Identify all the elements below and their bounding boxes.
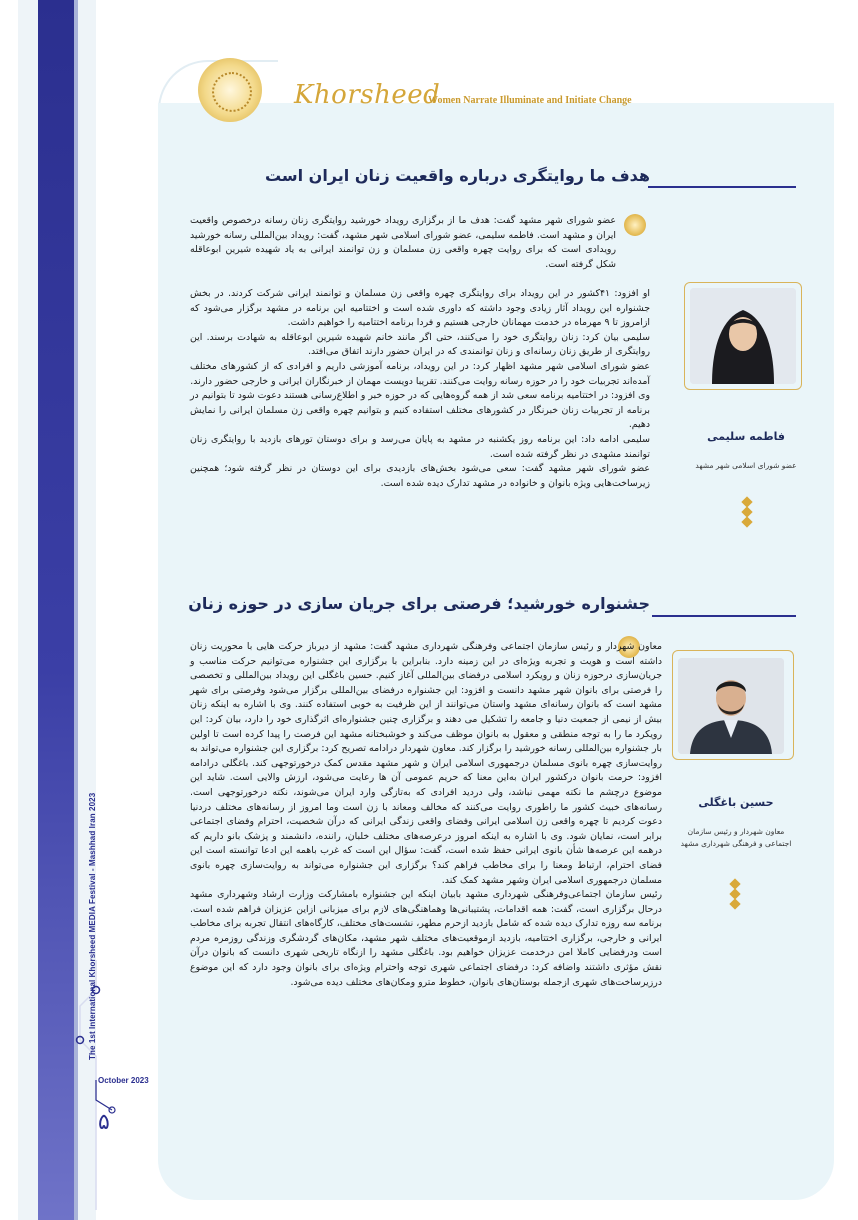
page-number: ۵ bbox=[98, 1110, 110, 1135]
profile1-gold-ornament-icon bbox=[740, 498, 754, 528]
profile1-name: فاطمه سلیمی bbox=[707, 430, 785, 443]
article2-paragraph: معاون شهردار و رئیس سازمان اجتماعی وفرهنگی شهرداری مشهد گفت: مشهد از دیرباز حرکت هایی با محوریت زنان داشته است و هویت و تجربه ویژه‌ای در این زمینه دارد. بنابراین با برگزاری این جشنواره می‌توانیم حرکت مناسب و جریان‌سازی درحوزه زنان و رویکرد اسلامی درفضای بین‌المللی آغاز کنیم. حسین باغگلی این رویداد بین‌المللی و تخصصی را فرصتی برای بانوان شهر مشهد دانست و افزود: این جشنواره درفضای بین‌المللی برگزار می‌شود وفرصتی برای شهر مشهد است که بانوان رسانه‌ای مشهد واستان می‌توانند از این ظرفیت به خوبی استفاده کنند. وی با اشاره به اینکه زنان بیش از نیمی از جمعیت دنیا و جامعه را تشکیل می دهند و برگزاری چنین جشنواره‌ای اثرگذاری خود را دارد، بیان کرد: این رویکرد ما را به توجه منطقی و معقول به بانوان موظف می‌کند و خوشبختانه مشهد این فرصت را پیدا کرده است تا اولین بار جشنواره بین‌المللی رسانه خورشید را برگزار کند. معاون شهردار درادامه تصریح کرد: برگزاری این جشنواره می‌تواند به روایت‌سازی چهره بانوی مسلمان درجمهوری اسلامی ایران و شهر مشهد مقدس کمک درخورتوجهی کند. باغگلی درادامه افزود: حرمت بانوان درکشور ایران به‌این معنا که حریم عمومی آن ها رعایت می‌شود، ارزش والایی است. شاید این موضوع درچشم ما نکته مهمی نباشد، ولی دردید افرادی که به‌تازگی وارد ایران می‌شوند، نکته درخورتوجهی است. رسانه‌های خبیث کشور ما راطوری روایت می‌کنند که مخالف ومعاند با زن است وما امروز از رسانه‌های مختلف دردنیا دعوت کردیم تا چهره واقعی زن اسلامی ایرانی وفضای واقعی زندگی ایرانی که درآن شخصیت، احترام وفضای اجتماعی برابر است، نمایان شود. وی با اشاره به اینکه امروز درعرصه‌های مختلف خلبان، راننده، دانشمند و پزشک بانو داریم که درهمه این عرصه‌ها شأن بانوی ایرانی حفظ شده است، گفت: سؤال این است که غرب باهمه این ادعا توانسته است این فضای احترام، ارتباط ومعنا را برای مخاطب فراهم کند؟ برگزاری این جشنواره می‌تواند به روایت‌سازی چهره بانوی مسلمان درجمهوری اسلامی ایران وشهر مشهد کمک کند. bbox=[190, 641, 662, 886]
festival-vertical-caption: The 1st International Khorsheed MEDIA Festival - Mashhad Iran 2023 bbox=[88, 792, 97, 1060]
profile2-role: معاون شهردار و رئیس سازمان اجتماعی و فرهنگی شهرداری مشهد bbox=[680, 827, 792, 848]
article2-paragraph: رئیس سازمان اجتماعی‌وفرهنگی شهرداری مشهد بابیان اینکه این جشنواره بامشارکت وزارت ارشاد وشهرداری مشهد درحال برگزاری است، گفت: همه اقدامات، پشتیبانی‌ها وهماهنگی‌های لازم برای میزبانی ازاین عزیزان فراهم شده است. برنامه سه روزه تدارک دیده شده که شامل بازدید ازحرم مطهر، نشست‌های مختلف، کارگاه‌های انتقال تجربه برای مخاطب ایرانی و خارجی، برگزاری اختتامیه، بازدید ازموقعیت‌های مختلف شهر مشهد، مکان‌های گردشگری وزندگی روزمره مردم است ودرفضایی کاملا امن درخدمت عزیزان خواهیم بود. باغگلی مشهد را ازنگاه تاریخی شهری دانست که بانوان درآن نقش مؤثری داشتند واضافه کرد: درفضای اجتماعی شهری توجه واحترام ویژه‌ای برای بانوان وجود دارد که این موضوع درزیرساخت‌های شهری ازجمله بوستان‌های بانوان، خطوط مترو ومکان‌های مختلف دیده می‌شود. bbox=[190, 889, 662, 988]
article1-intro bbox=[190, 214, 616, 272]
article1-title: هدف ما روایتگری درباره واقعیت زنان ایران است bbox=[264, 166, 650, 185]
article1-paragraph: عضو شورای اسلامی شهر مشهد اظهار کرد: در این رویداد، برنامه آموزشی داریم و افرادی که از کشورهای مختلف آمده‌اند تجربیات خود را در حوزه رسانه روایت می‌کنند. تقریبا دویست مهمان از خبرنگاران ایرانی و خارجی حضور دارند. bbox=[190, 360, 650, 387]
article1-paragraph: وی افزود: در اختتامیه برنامه سعی شد از همه گروه‌هایی که در حوزه خبر و اطلاع‌رسانی هستند دعوت شود تا بتوانیم در برنامه از تجربیات زنان خبرنگار در کشورهای مختلف استفاده کنیم و بتوانیم چهره واقعی زن مسلمان ایرانی را نمایش دهیم. bbox=[190, 390, 650, 431]
article1-paragraph: عضو شورای شهر مشهد گفت: سعی می‌شود بخش‌های بازدیدی برای این دوستان در نظر گرفته شود؛ همچنین زیرساخت‌هایی ویژه بانوان و خانواده در مشهد تدارک دیده شده است. bbox=[190, 463, 650, 489]
brand-name: Khorsheed bbox=[294, 80, 441, 110]
brand-tagline: Women Narrate Illuminate and Initiate Change bbox=[428, 95, 632, 106]
article1-body bbox=[190, 287, 650, 491]
profile1-photo bbox=[690, 288, 796, 384]
issue-date: October 2023 bbox=[98, 1076, 149, 1085]
article1-paragraph: او افزود: ۴۱کشور در این رویداد برای روایتگری چهره واقعی زن مسلمان و توانمند ایرانی شرکت کردند. در بخش جشنواره این رویداد آثار زیادی وجود داشته که داوری شده است و اختتامیه این برنامه در مشهد برگزار می‌شود که ازامروز تا ۹ مهرماه در خدمت مهمانان خارجی هستیم و فردا برنامه اختتامیه را خواهیم داشت. bbox=[190, 288, 650, 329]
article2-title-underline bbox=[652, 615, 796, 617]
article1-paragraph: عضو شورای شهر مشهد گفت: هدف ما از برگزاری رویداد خورشید روایتگری زنان رسانه درخصوص واقعیت ایران و مشهد است. فاطمه سلیمی، عضو شورای اسلامی شهر مشهد، گفت: رویداد بین‌المللی رسانه خورشید رویدادی است که برای روایت چهره واقعی زن مسلمان و زن توانمند ایرانی به یاد شهیده شیرین ابوعاقله شکل گرفته است. bbox=[190, 215, 616, 270]
khorsheed-logo-icon bbox=[198, 58, 262, 122]
profile1-role: عضو شورای اسلامی شهر مشهد bbox=[695, 461, 797, 470]
profile2-photo bbox=[678, 658, 784, 754]
article1-title-underline bbox=[648, 186, 796, 188]
profile2-name: حسین باغگلی bbox=[698, 796, 774, 809]
article2-title: جشنواره خورشید؛ فرصتی برای جریان سازی در حوزه زنان bbox=[188, 594, 650, 613]
article1-bullet-icon bbox=[624, 214, 646, 236]
article2-body bbox=[190, 640, 662, 990]
article1-paragraph: سلیمی ادامه داد: این برنامه روز یکشنبه در مشهد به پایان می‌رسد و برای دوستان تورهای بازدید با روایتگری زنان توانمند مشهدی در نظر گرفته شده است. bbox=[190, 433, 650, 460]
profile2-gold-ornament-icon bbox=[728, 880, 742, 910]
article1-paragraph: سلیمی بیان کرد: زنان روایتگری خود را می‌کنند، حتی اگر مانند خانم شهیده شیرین ابوعاقله به شهادت برسند. این روایتگری از طریق زنان رسانه‌ای و زنان توانمندی که در ایران حضور دارند اتفاق می‌افتد. bbox=[190, 331, 650, 358]
